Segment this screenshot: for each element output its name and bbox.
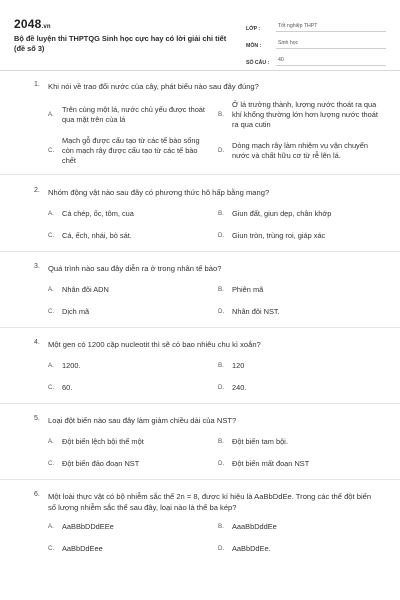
option-text: AaBbDdEee — [62, 544, 103, 553]
answer-option-d[interactable] — [218, 231, 380, 241]
question-text: Loại đột biến nào sau đây làm giảm chiều dài của NST? — [48, 416, 237, 425]
option-text: Đột biến lệch bội thể một — [62, 437, 144, 446]
question-3 — [14, 263, 386, 317]
document-title: Bộ đề luyện thi THPTQG Sinh học cực hay có lời giải chi tiết (đề số 3) — [14, 34, 227, 53]
question-divider — [0, 403, 400, 404]
option-text: AaBBbDDdEEe — [62, 522, 114, 531]
answer-option-a[interactable] — [48, 437, 210, 447]
answer-option-c[interactable] — [48, 383, 210, 393]
meta-row-class — [246, 18, 386, 32]
option-letter: A. — [48, 210, 54, 217]
meta-value: Tốt nghiệp THPT — [276, 23, 386, 32]
option-text: Cá, ếch, nhái, bò sát. — [62, 231, 132, 240]
site-logo[interactable] — [14, 17, 229, 31]
answer-option-c[interactable] — [48, 136, 210, 166]
option-letter: A. — [48, 286, 54, 293]
option-text: Nhân đôi NST. — [232, 307, 280, 316]
question-number: 5. — [34, 415, 40, 422]
option-letter: C. — [48, 384, 55, 391]
answer-option-d[interactable] — [218, 136, 380, 166]
question-6 — [14, 491, 386, 554]
answer-option-c[interactable] — [48, 544, 210, 554]
answer-option-b[interactable] — [218, 522, 380, 532]
answer-options — [48, 100, 380, 166]
answer-option-b[interactable] — [218, 361, 380, 371]
option-letter: C. — [48, 147, 55, 154]
question-text: Nhóm động vật nào sau đây có phương thức hô hấp bằng mang? — [48, 188, 270, 197]
answer-option-b[interactable] — [218, 285, 380, 295]
option-letter: D. — [218, 545, 225, 552]
option-text: Giun tròn, trùng roi, giáp xác — [232, 231, 326, 240]
question-divider — [0, 174, 400, 175]
meta-label: SỐ CÂU : — [246, 60, 270, 66]
question-text: Một gen có 1200 cặp nucleotit thì sẽ có bao nhiêu chu kì xoắn? — [48, 340, 261, 349]
header-left — [14, 17, 229, 70]
meta-value: 40 — [276, 57, 386, 66]
logo-tld: .vn — [41, 24, 51, 30]
answer-options — [48, 285, 380, 317]
option-letter: D. — [218, 460, 225, 467]
answer-option-d[interactable] — [218, 459, 380, 469]
answer-options — [48, 361, 380, 393]
question-number: 3. — [34, 263, 40, 270]
option-text: AaaBbDddEe — [232, 522, 277, 531]
option-letter: B. — [218, 210, 224, 217]
document-header — [14, 0, 386, 70]
question-text: Quá trình nào sau đây diễn ra ở trong nhân tế bào? — [48, 264, 222, 273]
question-2 — [14, 187, 386, 241]
question-divider — [0, 479, 400, 480]
question-number: 1. — [34, 81, 40, 88]
option-letter: B. — [218, 523, 224, 530]
meta-value: Sinh học — [276, 40, 386, 49]
question-divider — [0, 251, 400, 252]
meta-label: LỚP : — [246, 26, 261, 32]
option-letter: D. — [218, 147, 225, 154]
option-text: 240. — [232, 383, 247, 392]
option-letter: A. — [48, 111, 54, 118]
question-text: Một loài thực vật có bộ nhiễm sắc thể 2n = 8, được kí hiệu là AaBbDdEe. Trong các thể đột biến số lượng nhiễm sắc thể sau đây, loại nào là thể ba kép? — [48, 492, 372, 512]
option-text: Phiên mã — [232, 285, 264, 294]
answer-option-a[interactable] — [48, 285, 210, 295]
answer-option-b[interactable] — [218, 100, 380, 130]
option-letter: B. — [218, 286, 224, 293]
option-text: Dịch mã — [62, 307, 90, 316]
answer-option-c[interactable] — [48, 459, 210, 469]
answer-option-b[interactable] — [218, 209, 380, 219]
answer-option-a[interactable] — [48, 361, 210, 371]
option-letter: D. — [218, 308, 225, 315]
option-text: AaBbDdEe. — [232, 544, 271, 553]
meta-label: MÔN : — [246, 43, 262, 49]
header-divider — [0, 70, 400, 71]
option-text: 1200. — [62, 361, 81, 370]
option-text: Nhân đôi ADN — [62, 285, 109, 294]
option-letter: D. — [218, 232, 225, 239]
answer-option-d[interactable] — [218, 544, 380, 554]
answer-option-a[interactable] — [48, 100, 210, 130]
question-4 — [14, 339, 386, 393]
logo-text: 2048 — [14, 17, 42, 31]
question-number: 2. — [34, 187, 40, 194]
option-text: Đột biến mất đoạn NST — [232, 459, 310, 468]
option-letter: C. — [48, 545, 55, 552]
answer-option-d[interactable] — [218, 307, 380, 317]
option-letter: B. — [218, 362, 224, 369]
option-letter: D. — [218, 384, 225, 391]
answer-options — [48, 209, 380, 241]
meta-row-subject — [246, 35, 386, 49]
option-letter: A. — [48, 523, 54, 530]
option-letter: B. — [218, 438, 224, 445]
option-text: Ở lá trưởng thành, lượng nước thoát ra qua khí khổng thường lớn hơn lượng nước thoát ra qua cutin — [232, 100, 378, 129]
option-letter: B. — [218, 111, 224, 118]
header-meta — [246, 17, 386, 70]
answer-options — [48, 437, 380, 469]
option-letter: C. — [48, 232, 55, 239]
option-text: 60. — [62, 383, 73, 392]
question-number: 6. — [34, 491, 40, 498]
option-letter: C. — [48, 460, 55, 467]
option-letter: A. — [48, 438, 54, 445]
answer-option-c[interactable] — [48, 307, 210, 317]
option-text: Đột biến đảo đoạn NST — [62, 459, 140, 468]
option-text: Mạch gỗ được cấu tạo từ các tế bào sống còn mạch rây được cấu tạo từ các tế bào chết — [62, 136, 200, 165]
question-5 — [14, 415, 386, 469]
answer-options — [48, 522, 380, 554]
option-text: 120 — [232, 361, 245, 370]
answer-option-a[interactable] — [48, 209, 210, 219]
option-letter: C. — [48, 308, 55, 315]
option-text: Cá chép, ốc, tôm, cua — [62, 209, 134, 218]
question-divider — [0, 327, 400, 328]
option-letter: A. — [48, 362, 54, 369]
option-text: Trên cùng một lá, nước chủ yếu được thoát qua mặt trên của lá — [62, 105, 205, 124]
option-text: Dòng mạch rây làm nhiệm vụ vận chuyển nước và chất hữu cơ từ rễ lên lá. — [232, 141, 368, 160]
option-text: Đột biến tam bội. — [232, 437, 288, 446]
answer-option-a[interactable] — [48, 522, 210, 532]
meta-row-count — [246, 52, 386, 66]
answer-option-c[interactable] — [48, 231, 210, 241]
question-number: 4. — [34, 339, 40, 346]
question-1 — [14, 81, 386, 166]
answer-option-d[interactable] — [218, 383, 380, 393]
question-text: Khi nói về trao đổi nước của cây, phát biểu nào sau đây đúng? — [48, 82, 259, 91]
answer-option-b[interactable] — [218, 437, 380, 447]
option-text: Giun đất, giun dẹp, chân khớp — [232, 209, 332, 218]
